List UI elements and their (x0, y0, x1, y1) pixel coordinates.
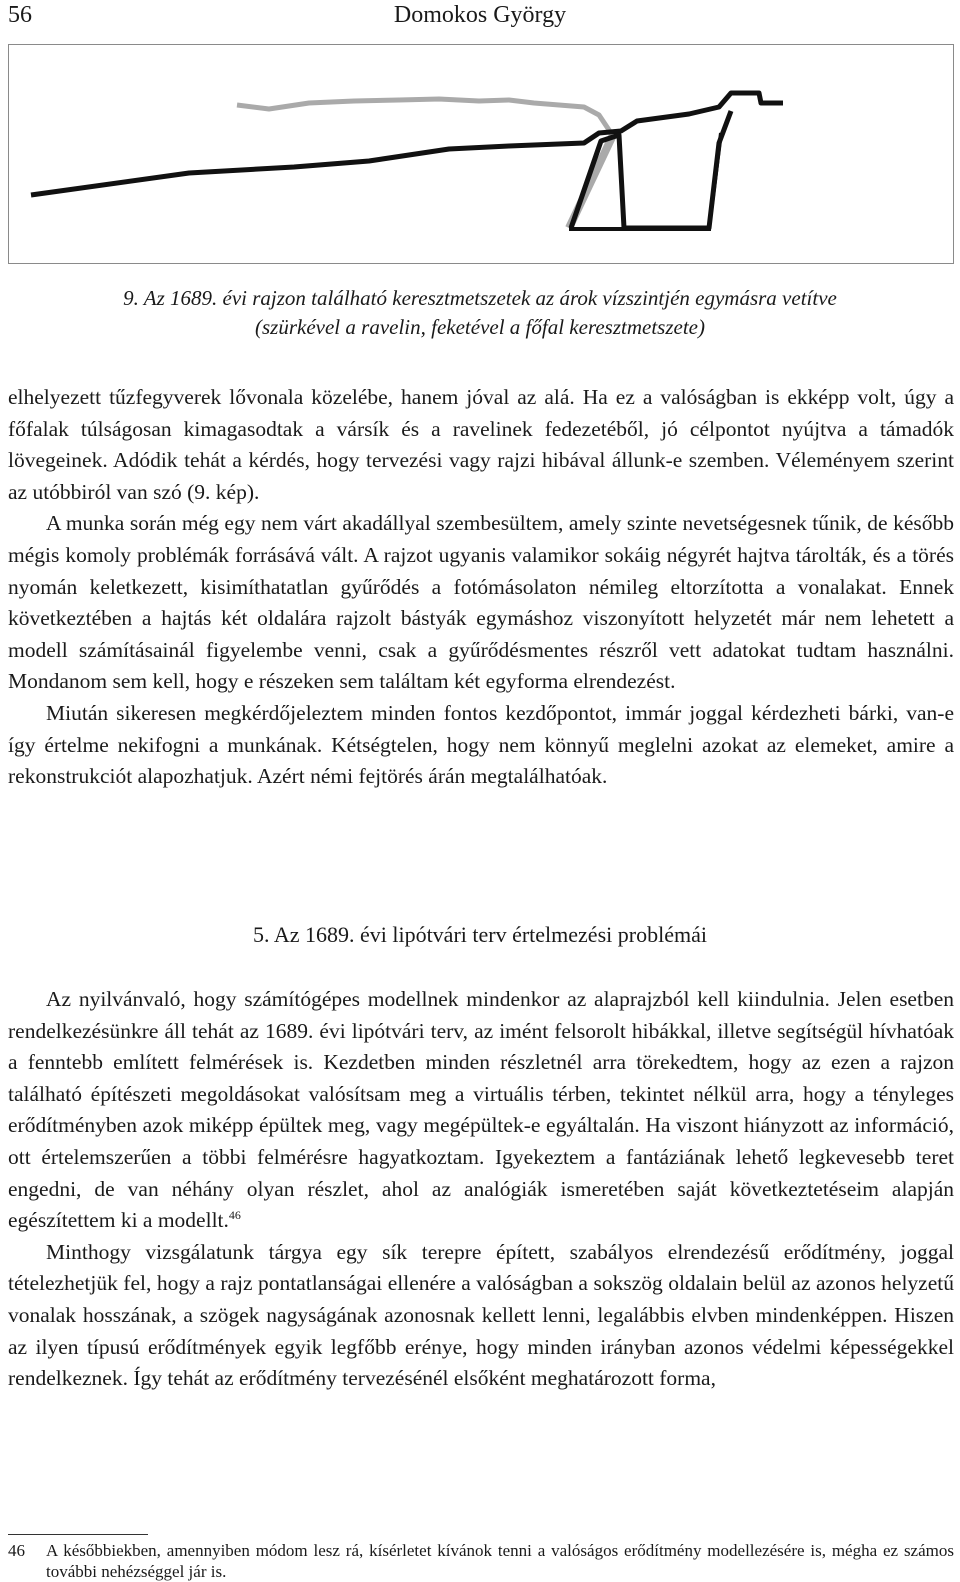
section-heading: 5. Az 1689. évi lipótvári terv értelmezési problémái (253, 922, 707, 947)
caption-line-2: (szürkével a ravelin, feketével a főfal keresztmetszete) (255, 315, 705, 339)
page-number: 56 (8, 2, 32, 28)
running-header-author: Domokos György (393, 2, 567, 28)
paragraph-text: Az nyilvánvaló, hogy számítógépes modellnek mindenkor az alaprajzból kell kiindulnia. Jelen esetben rendelkezésünkre áll tehát az 1689. évi lipótvári terv, az imént felsorolt hibákkal, illetve segítségül hívhatóak a fenntebb említett felmérések is. Kezdetben minden részletnél arra törekedtem, hogy az ezen a rajzon található építészeti megoldásokat valósítsam meg a virtuális térben, tekintet nélkül arra, hogy a tényleges erődítményben azok miképp épültek meg, vagy megépültek-e egyáltalán. Ha viszont hiányzott az információ, ott értelemszerűen a többi felmérésre hagyatkoztam. Igyekeztem a fantáziának lehető legkevesebb teret engedni, de van néhány olyan részlet, ahol az analógiák ismeretében saját következtetéseim alapján egészítettem ki a modellt. (8, 987, 954, 1233)
footnote-number: 46 (8, 1541, 25, 1560)
cross-section-figure (8, 44, 954, 264)
footnote-text: A későbbiekben, amennyiben módom lesz rá, kísérletet kívánok tenni a valóságos erődítmény modellezésére is, mégha ez számos további nehézséggel jár is. (46, 1541, 954, 1581)
cross-section-drawing (9, 45, 953, 263)
caption-line-1: 9. Az 1689. évi rajzon található keresztmetszetek az árok vízszintjén egymásra vetítve (123, 286, 837, 310)
footnote-divider (8, 1534, 148, 1535)
paragraph: elhelyezett tűzfegyverek lővonala közelébe, hanem jóval az alá. Ha ez a valóságban is ekképp volt, úgy a főfalak túlságosan kimagasodtak a vársík és a ravelinek fedezetéből, jó célpontot nyújtva a támadók lövegeinek. Adódik tehát a kérdés, hogy tervezési vagy rajzi hibával állunk-e szemben. Véleményem szerint az utóbbiról van szó (9. kép). (8, 385, 954, 504)
footnote-reference: 46 (228, 1208, 241, 1222)
main-wall-scarp-line (709, 133, 721, 228)
paragraph: Minthogy vizsgálatunk tárgya egy sík terepre épített, szabályos elrendezésű erődítmény, joggal tételezhetjük fel, hogy a rajz pontatlanságai ellenére a valóságban a sokszög oldalain belül az azonos helyzetű vonalak hosszának, a szögek nagyságának azonosnak kellett lenni, legalábbis elvben mindenképpen. Hiszen az ilyen típusú erődítmények egyik legfőbb erénye, hogy minden irányban azonos védelmi képességekkel rendelkeznek. Így tehát az erődítmény tervezésénél elsőként meghatározott forma, (8, 1239, 954, 1391)
paragraph: Miután sikeresen megkérdőjeleztem minden fontos kezdőpontot, immár joggal kérdezheti bárki, van-e így értelme nekifogni a munkának. Kétségtelen, hogy nem könnyű meglelni azokat az elemeket, amire a rekonstrukciót alapozhatjuk. Azért némi fejtörés árán megtalálhatóak. (8, 700, 954, 789)
figure-caption (40, 284, 920, 342)
footnote (8, 1540, 954, 1582)
paragraph: A munka során még egy nem várt akadállyal szembesültem, amely szinte nevetségesnek tűnik, de később mégis komoly problémák forrásává vált. A rajzot ugyanis valamikor sokáig négyrét hajtva tárolták, és a törés nyomán keletkezett, kisimíthatatlan gyűrődés a fotómásolaton némileg eltorzította a vonalakat. Ennek következtében a hajtás két oldalára rajzolt bástyák egymáshoz viszonyított helyzetét már nem lehetett a modell számításainál figyelembe venni, csak a gyűrődésmentes részről vett adatokat tudtam használni. Mondanom sem kell, hogy e részeken sem találtam két egyforma elrendezést. (8, 511, 954, 694)
ravelin-profile-line (237, 99, 611, 133)
main-wall-profile-line (31, 93, 783, 195)
section-text-block (8, 984, 954, 1395)
paragraph (8, 984, 954, 1237)
main-text-block (8, 382, 954, 793)
